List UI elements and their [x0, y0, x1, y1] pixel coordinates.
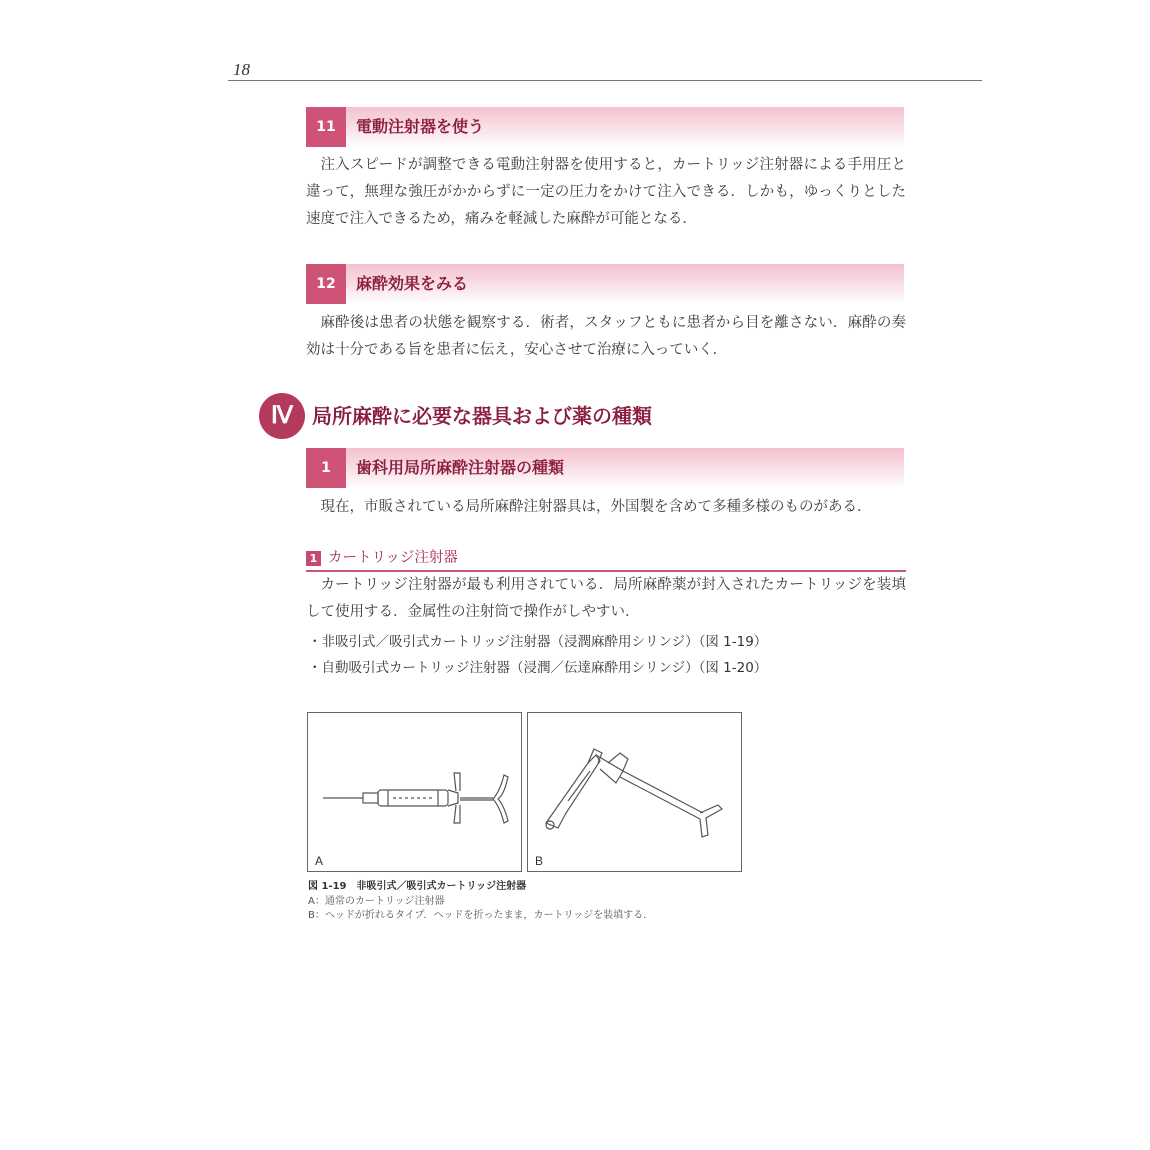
- page-number: 18: [233, 60, 250, 79]
- chapter-badge: Ⅳ: [259, 393, 305, 439]
- subsection-header: [306, 548, 906, 572]
- chapter-title: 局所麻酔に必要な器具および薬の種類: [312, 404, 652, 428]
- section-12-paragraph: 麻酔後は患者の状態を観察する．術者，スタッフともに患者から目を離さない．麻酔の奏効は十分である旨を患者に伝え，安心させて治療に入っていく．: [306, 315, 906, 358]
- figure-caption-b: B：ヘッドが折れるタイプ．ヘッドを折ったまま，カートリッジを装填する．: [308, 910, 654, 921]
- figure-label-a: A: [315, 854, 324, 868]
- section-number: 1: [306, 448, 346, 488]
- section-title: 麻酔効果をみる: [356, 274, 469, 293]
- section-number: 11: [306, 107, 346, 147]
- subsection-paragraph: カートリッジ注射器が最も利用されている．局所麻酔薬が封入されたカートリッジを装填して使用する．金属性の注射筒で操作がしやすい．: [306, 577, 906, 620]
- figure-panel-a: [307, 712, 522, 872]
- figure-caption-title: 図 1-19 非吸引式／吸引式カートリッジ注射器: [308, 881, 527, 892]
- section-title: 電動注射器を使う: [356, 117, 485, 136]
- section-header-12: [306, 264, 904, 304]
- figure-label-b: B: [535, 854, 544, 868]
- bullet-item: ・自動吸引式カートリッジ注射器（浸潤／伝達麻酔用シリンジ）（図 1-20）: [308, 660, 768, 676]
- figure-caption-a: A：通常のカートリッジ注射器: [308, 896, 445, 907]
- figure-panel-b: [527, 712, 742, 872]
- subsection-number: 1: [306, 551, 321, 566]
- section-11-paragraph: 注入スピードが調整できる電動注射器を使用すると，カートリッジ注射器による手用圧と違って，無理な強圧がかからずに一定の圧力をかけて注入できる．しかも，ゆっくりとした速度で注入できるため，痛みを軽減した麻酔が可能となる．: [306, 157, 906, 227]
- section-header-11: [306, 107, 904, 147]
- syringe-a-illustration: [308, 713, 521, 871]
- syringe-b-illustration: [528, 713, 741, 871]
- section-title: 歯科用局所麻酔注射器の種類: [356, 458, 565, 477]
- subsection-title: カートリッジ注射器: [328, 550, 458, 566]
- section-header-1: [306, 448, 904, 488]
- section-1-paragraph: 現在，市販されている局所麻酔注射器具は，外国製を含めて多種多様のものがある．: [320, 499, 872, 515]
- bullet-item: ・非吸引式／吸引式カートリッジ注射器（浸潤麻酔用シリンジ）（図 1-19）: [308, 634, 768, 650]
- section-number: 12: [306, 264, 346, 304]
- header-rule: [228, 80, 982, 81]
